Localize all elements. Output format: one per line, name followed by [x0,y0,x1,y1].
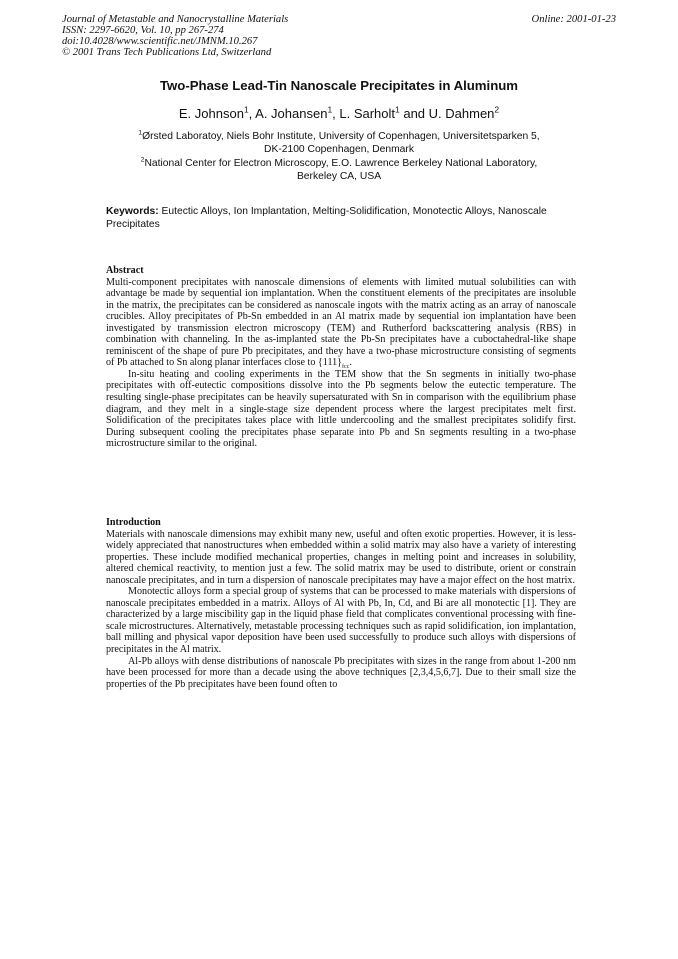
keywords-label: Keywords: [106,206,159,217]
journal-issn: ISSN: 2297-6620, Vol. 10, pp 267-274 [62,25,224,36]
abstract-heading: Abstract [106,265,144,276]
journal-doi[interactable]: doi:10.4028/www.scientific.net/JMNM.10.267 [62,36,258,47]
introduction-paragraph: Monotectic alloys form a special group of systems that can be processed to make materials with dispersions of nanoscale precipitates embedded in a matrix. Alloys of Al with Pb, In, Cd, and Bi are all monotectic [1]. They are characterized by a large miscibility gap in the liquid phase field that complicates conventional processing with fine-scale microstructures. Alternatively, metastable processing techniques such as rapid solidification, ion implantation, ball milling and physical vapor deposition have been used successfully to produce such alloys with dispersions of precipitates in the Al matrix. [106,586,576,656]
affiliation-mark: 2 [140,156,145,164]
author-affiliation-mark: 2 [494,104,500,115]
paper-title: Two-Phase Lead-Tin Nanoscale Precipitates in Aluminum [159,78,519,93]
author-name: U. Dahmen [428,106,495,121]
author-list [0,106,678,121]
author-affiliation-mark: 1 [327,104,333,115]
affiliation-1 [110,131,568,156]
journal-header [62,14,622,58]
introduction-paragraph: Al-Pb alloys with dense distributions of nanoscale Pb precipitates with sizes in the range from about 1-200 nm have been processed for more than a decade using the above techniques [2,3,4,5,6,7]. Due to their small size the properties of the Pb precipitates have been found often to [106,655,576,690]
author-name: L. Sarholt [339,106,396,121]
journal-name: Journal of Metastable and Nanocrystalline Materials [62,14,289,25]
introduction-section [106,517,576,690]
affiliation-2 [110,158,568,183]
introduction-heading: Introduction [106,517,161,528]
abstract-paragraph: In-situ heating and cooling experiments in the TEM show that the Sn segments in initially two-phase precipitates with off-eutectic compositions dissolve into the Pb segments below the eutectic temperature. The resulting single-phase precipitates can be heavily supersaturated with Sn in comparison with the equilibrium phase diagram, and they melt in a single-stage size dependent process where the largest precipitates melt first. Solidification of the precipitates takes place with little undercooling and the smallest precipitates solidify first. During subsequent cooling the precipitates phase separate into Pb and Sn segments resulting in a two-phase microstructure similar to the original. [106,368,576,450]
affiliation-line: Ørsted Laboratoy, Niels Bohr Institute, University of Copenhagen, Universitetsparken 5, [142,131,540,142]
journal-copyright: © 2001 Trans Tech Publications Ltd, Switzerland [62,47,272,58]
affiliation-line: Berkeley CA, USA [296,170,382,182]
abstract-text: Multi-component precipitates with nanoscale dimensions of elements with limited mutual solubilities can with advantage be made by sequential ion implantation. When the constituent elements of the precipitates are insoluble in the matrix, the precipitates can be considered as nanoscale ingots with the matrix acting as an array of nanoscale crucibles. Alloy precipitates of Pb-Sn embedded in an Al matrix made by sequential ion implantation have been investigated by transmission electron microscopy (TEM) and Rutherford backscattering analysis (RBS) in combination with channeling. In the as-implanted state the Pb-Sn precipitates have a cuboctahedral-like shape reminiscent of the shape of pure Pb precipitates, and they have a two-phase microstructure consisting of segments of Pb attached to Sn along planar interfaces close to [106,276,576,369]
affiliation-line: DK-2100 Copenhagen, Denmark [264,143,414,155]
author-name: E. Johnson [178,106,244,121]
abstract-paragraph [106,277,576,369]
author-name: A. Johansen [255,106,328,121]
introduction-paragraph: Materials with nanoscale dimensions may exhibit many new, useful and often exotic properties. However, it is less-widely appreciated that nanostructures when embedded within a solid matrix may also have a variety of interesting properties. These include modified mechanical properties, changes in melting point and increases in solubility, altered chemical reactivity, to mention just a few. The solid matrix may be used to distribute, orient or constrain nanoscale precipitates, and in turn a dispersion of nanoscale precipitates may have a major effect on the host matrix. [106,528,576,586]
abstract-text-end: . [349,357,352,369]
crystal-plane: {111} [317,357,343,369]
author-separator: , [248,106,256,121]
author-separator: and [399,106,429,121]
affiliation-mark: 1 [138,129,143,137]
keywords-text: Eutectic Alloys, Ion Implantation, Melting-Solidification, Monotectic Alloys, Nanoscale Precipitates [106,206,547,230]
affiliation-line: National Center for Electron Microscopy, E.O. Lawrence Berkeley National Laboratory, [144,158,538,169]
author-affiliation-mark: 1 [243,104,249,115]
keywords [106,206,576,231]
online-date: Online: 2001-01-23 [531,14,616,25]
author-separator: , [332,106,340,121]
abstract-section [106,265,576,450]
author-affiliation-mark: 1 [395,104,400,115]
crystal-plane-subscript: fcc [342,364,350,371]
